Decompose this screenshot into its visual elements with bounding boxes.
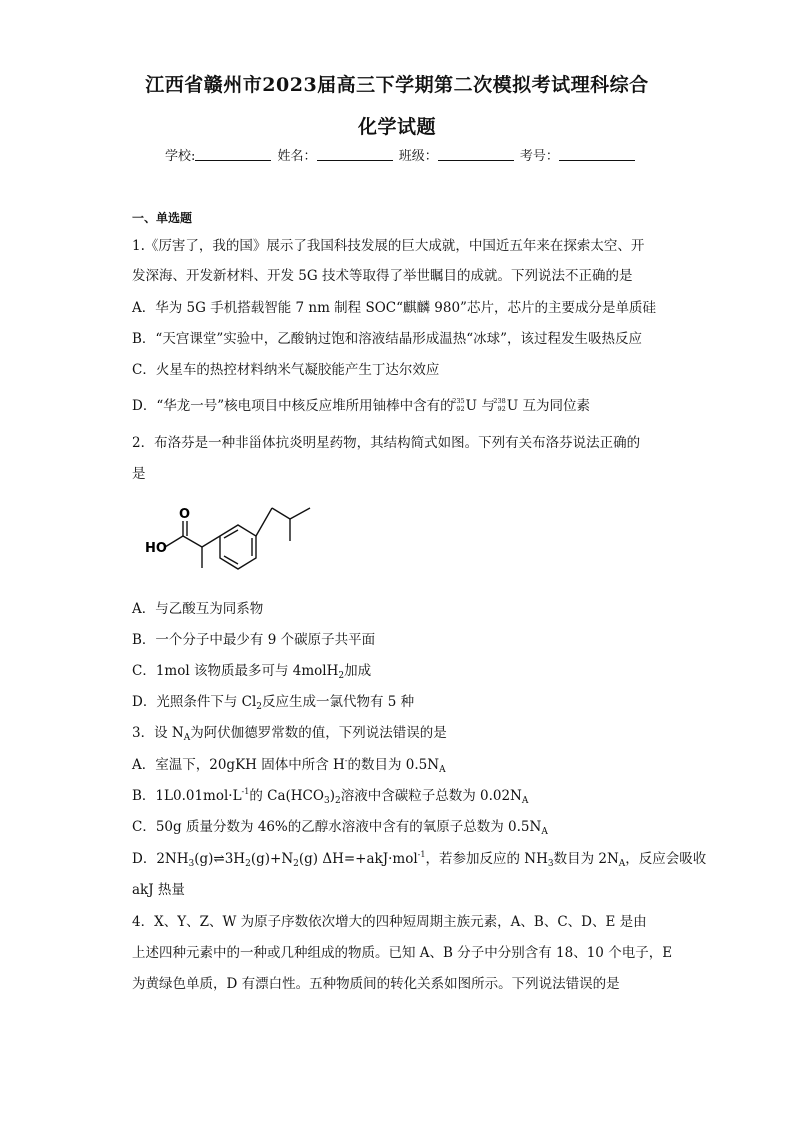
ho-label: HO — [145, 541, 167, 556]
name-blank[interactable] — [317, 148, 393, 161]
q3-option-d-line2: akJ 热量 — [132, 882, 185, 898]
q3-option-c: C．50g 质量分数为 46%的乙醇水溶液中含有的氧原子总数为 $0.5N_A$ — [132, 819, 548, 837]
q4-line2: 上述四种元素中的一种或几种组成的物质。已知 A、B 分子中分别含有 18、10 个电子，E — [132, 945, 673, 961]
exam-title: 江西省赣州市2023届高三下学期第二次模拟考试理科综合 — [145, 74, 649, 96]
class-blank[interactable] — [438, 148, 514, 161]
u-symbol: U — [465, 398, 478, 414]
id-label: 考号： — [519, 149, 559, 164]
name-label: 姓名： — [277, 149, 317, 164]
q1-option-c: C．火星车的热控材料纳米气凝胶能产生丁达尔效应 — [132, 362, 440, 378]
q1-option-d: D．“华龙一号”核电项目中核反应堆所用铀棒中含有的 235 92 U 与 238 92 U 互为同位素 — [132, 397, 591, 414]
isotope-u235: 235 92 — [452, 397, 465, 413]
q1-option-a: A．华为 5G 手机搭载智能 7 nm 制程 SOC“麒麟 980”芯片，芯片的主要成分是单质硅 — [132, 300, 656, 316]
q1-stem-line2: 发深海、开发新材料、开发 5G 技术等取得了举世瞩目的成就。下列说法不正确的是 — [132, 268, 633, 284]
school-blank[interactable] — [195, 148, 271, 161]
student-info-row — [165, 145, 637, 164]
q3-option-d: D．$2NH_3(g)\rightleftharpoons 3H_2(g)+N_2(g)$ ΔH=+akJ·mol$^{-1}$，若参加反应的 $NH_3$数目为 $2N_A$，反应会吸收 — [132, 850, 707, 869]
bond-ch3-b — [290, 508, 310, 519]
q3-option-a: A．室温下，20gKH 固体中所含 H-的数目为 $0.5N_A$ — [132, 756, 446, 775]
q2-stem-line2: 是 — [132, 466, 146, 482]
id-blank[interactable] — [559, 148, 635, 161]
bond-ho-c — [165, 536, 183, 547]
q3-option-b: B．$1L0.01mol\cdot L^{-1}$的 $Ca(HCO_3)_2$溶液中含碳粒子总数为 $0.02N_A$ — [132, 787, 529, 806]
school-label: 学校: — [165, 149, 196, 164]
class-label: 班级： — [398, 149, 438, 164]
q1-d-text: D．“华龙一号”核电项目中核反应堆所用铀棒中含有的 — [132, 398, 454, 414]
bond-to-ring — [202, 536, 220, 547]
bond-c-ch — [183, 536, 202, 547]
o-label: O — [179, 507, 191, 522]
q3-stem: 3．设 $N_A$为阿伏伽德罗常数的值，下列说法错误的是 — [132, 725, 447, 743]
q2-option-b: B．一个分子中最少有 9 个碳原子共平面 — [132, 632, 376, 648]
exam-subtitle: 化学试题 — [357, 116, 436, 138]
bond-ch — [272, 508, 290, 519]
ibuprofen-structure — [140, 503, 320, 583]
q4-line3: 为黄绿色单质，D 有漂白性。五种物质间的转化关系如图所示。下列说法错误的是 — [132, 976, 620, 992]
section-heading: 一、单选题 — [132, 211, 193, 225]
benzene-ring — [220, 525, 256, 569]
bond-ch2 — [256, 508, 272, 536]
q2-stem-line1: 2．布洛芬是一种非甾体抗炎明星药物，其结构简式如图。下列有关布洛芬说法正确的 — [132, 435, 641, 451]
q4-line1: 4．X、Y、Z、W 为原子序数依次增大的四种短周期主族元素，A、B、C、D、E 是由 — [132, 914, 647, 930]
q1-stem-line1: 1.《厉害了，我的国》展示了我国科技发展的巨大成就，中国近五年来在探索太空、开 — [132, 238, 645, 254]
q2-option-d: D．光照条件下与 $Cl_2$反应生成一氯代物有 5 种 — [132, 694, 415, 712]
q2-option-a: A．与乙酸互为同系物 — [132, 601, 264, 617]
q1-option-b: B．“天宫课堂”实验中，乙酸钠过饱和溶液结晶形成温热“冰球”，该过程发生吸热反应 — [132, 331, 643, 347]
isotope-u238: 238 92 — [493, 397, 506, 413]
q2-option-c: C．1mol 该物质最多可与 4molH$_2$加成 — [132, 663, 372, 681]
